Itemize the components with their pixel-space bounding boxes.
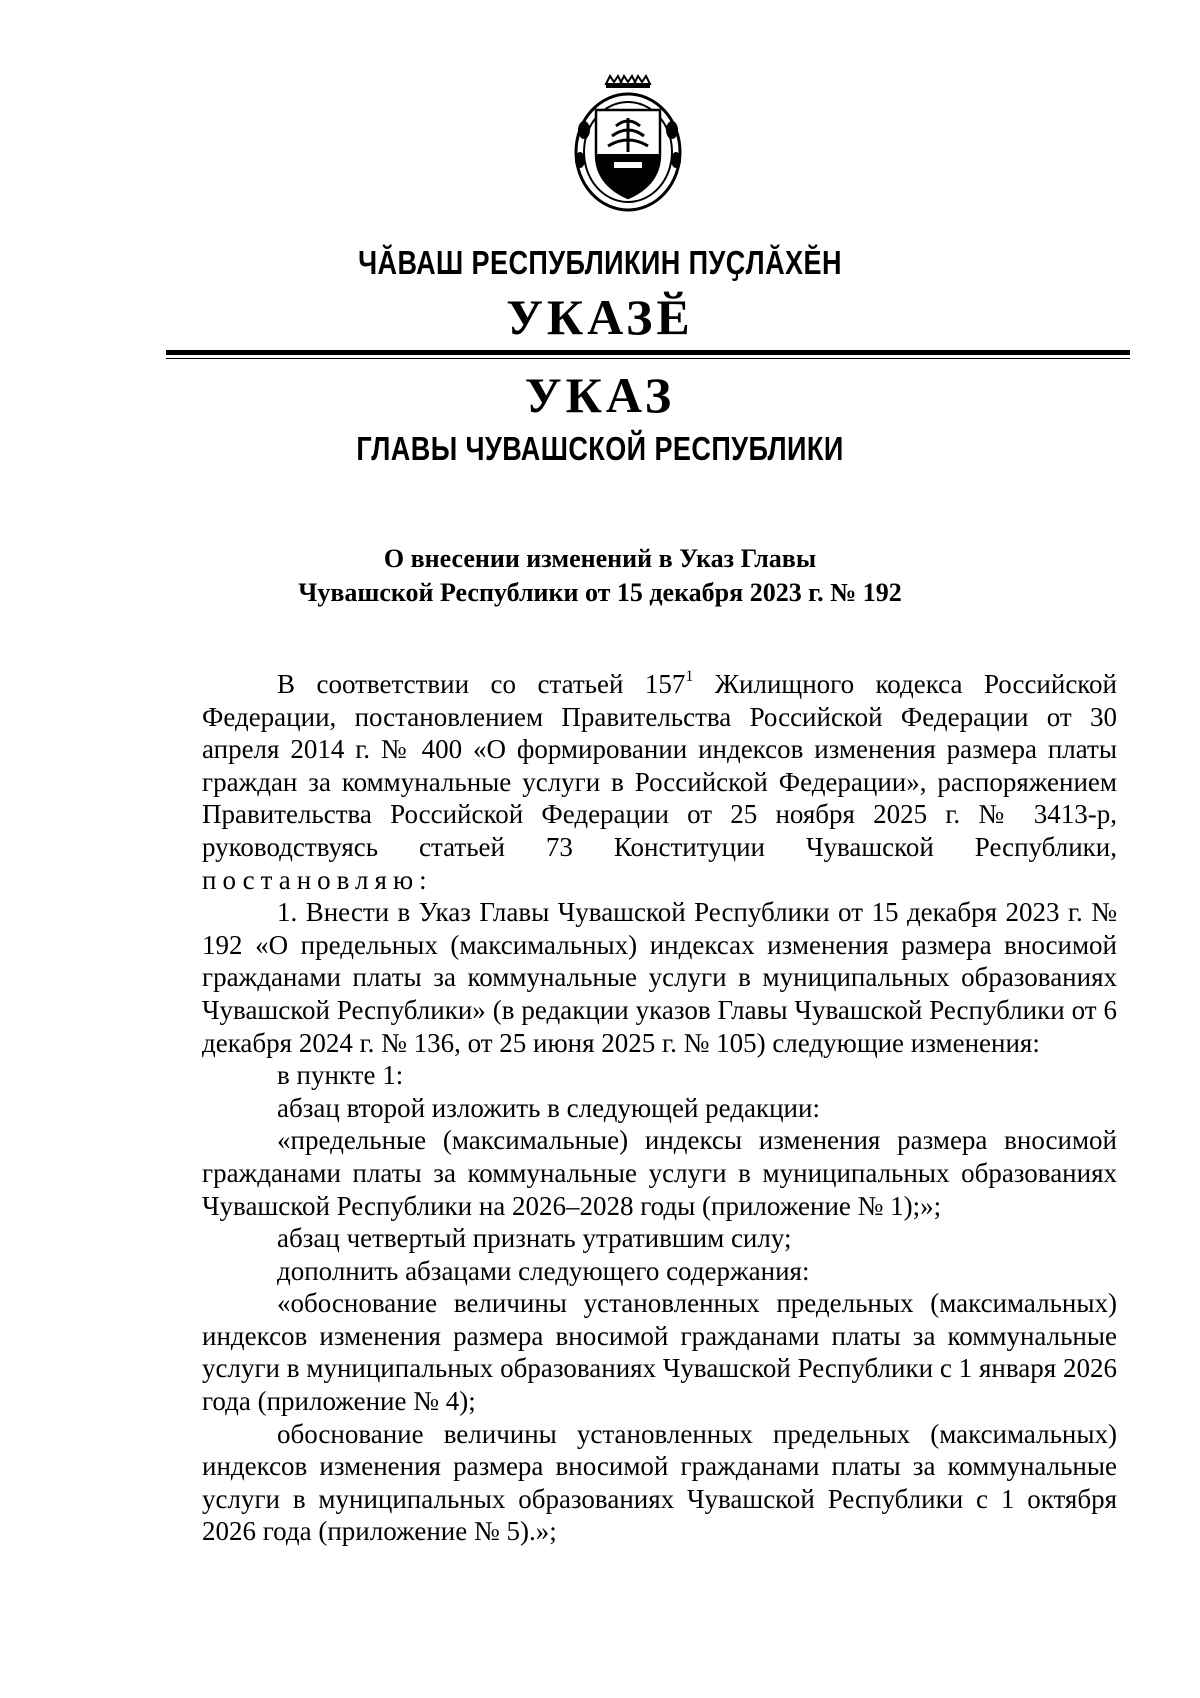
paragraph: «обоснование величины установленных предельных (максимальных) индексов изменения размера вносимой гражданами платы за коммунальные услуги в муниципальных образованиях Чувашской Республики с 1 января 2026 года (приложение № 4);: [202, 1288, 1117, 1417]
chuvash-decree-title: УКАЗӖ: [506, 289, 694, 345]
paragraph-text: Жилищного кодекса Российской Федерации, постановлением Правительства Российской Федерации от 30 апреля 2014 г. № 400 «О формировании индексов изменения размера платы граждан за коммунальные услуги в Российской Федерации», распоряжением Правительства Российской Федерации от 25 ноября 2025 г. № 3413-р, руководствуясь статьей 73 Конституции Чувашской Республики,: [202, 669, 1118, 862]
paragraph: 1. Внести в Указ Главы Чувашской Республики от 15 декабря 2023 г. № 192 «О предельных (максимальных) индексах изменения размера вносимой гражданами платы за коммунальные услуги в муниципальных образованиях Чувашской Республики» (в редакции указов Главы Чувашской Республики от 6 декабря 2024 г. № 136, от 25 июня 2025 г. № 105) следующие изменения:: [202, 897, 1117, 1058]
paragraph: обоснование величины установленных предельных (максимальных) индексов изменения размера вносимой гражданами платы за коммунальные услуги в муниципальных образованиях Чувашской Республики с 1 октября 2026 года (приложение № 5).»;: [202, 1418, 1117, 1547]
divider-thin: [166, 358, 1130, 359]
chuvash-header-line: ЧӐВАШ РЕСПУБЛИКИН ПУҪЛӐХӖН: [358, 244, 842, 281]
coat-of-arms-icon: [566, 70, 686, 220]
document-title-line2: Чувашской Республики от 15 декабря 2023 г. № 192: [298, 578, 902, 607]
paragraph: [202, 668, 1117, 896]
divider-thick: [166, 350, 1130, 355]
paragraph: абзац второй изложить в следующей редакции:: [277, 1092, 820, 1123]
superscript: 1: [685, 668, 694, 685]
resolution-word: постановляю:: [202, 864, 433, 895]
paragraph: абзац четвертый признать утратившим силу;: [277, 1223, 792, 1254]
paragraph: «предельные (максимальные) индексы изменения размера вносимой гражданами платы за коммунальные услуги в муниципальных образованиях Чувашской Республики на 2026–2028 годы (приложение № 1);»;: [202, 1125, 1117, 1221]
paragraph: в пункте 1:: [277, 1060, 404, 1091]
paragraph: дополнить абзацами следующего содержания:: [277, 1255, 810, 1286]
document-title-line1: О внесении изменений в Указ Главы: [383, 544, 817, 573]
document-body: [202, 668, 1117, 1548]
russian-decree-title: УКАЗ: [524, 367, 676, 423]
russian-header-line: ГЛАВЫ ЧУВАШСКОЙ РЕСПУБЛИКИ: [356, 430, 844, 467]
paragraph-text: В соответствии со статьей 157: [277, 669, 686, 699]
